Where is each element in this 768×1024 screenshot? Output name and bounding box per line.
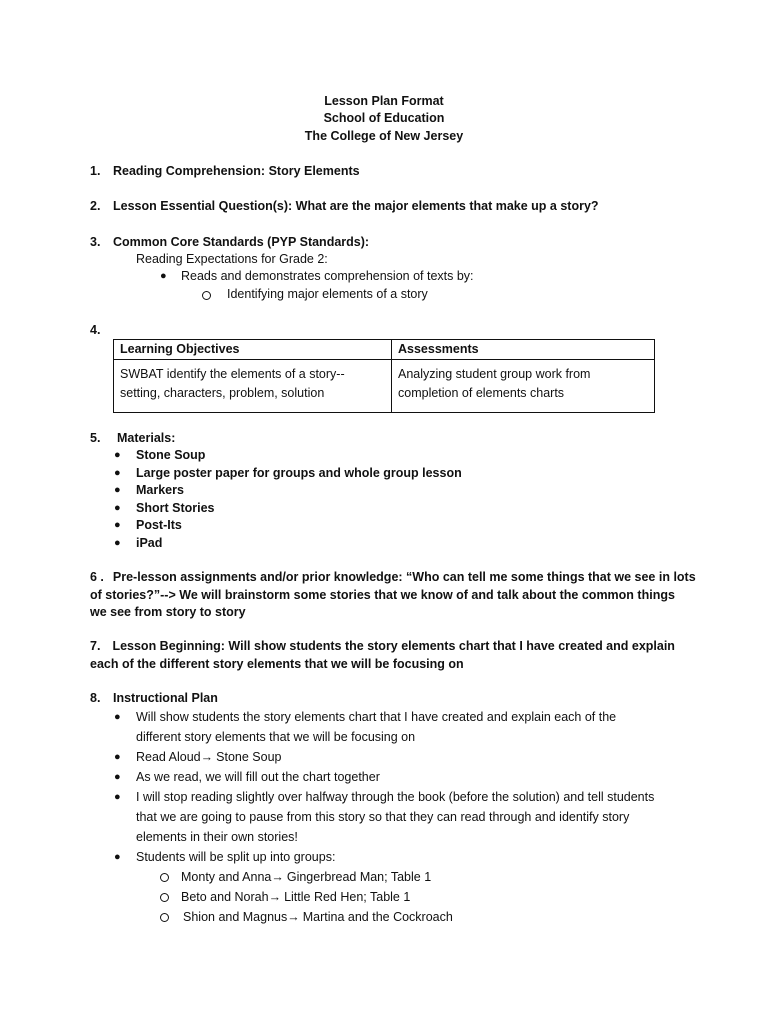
list-item: ● iPad bbox=[114, 535, 462, 553]
list-item: ● As we read, we will fill out the chart together bbox=[114, 767, 654, 787]
section-3-subbullet: Identifying major elements of a story bbox=[227, 287, 428, 301]
section-4-number: 4. bbox=[90, 323, 101, 337]
table-header-row bbox=[114, 340, 655, 360]
circle-bullet-icon bbox=[160, 873, 169, 882]
group-item: Shion and Magnus→ Martina and the Cockroach bbox=[160, 907, 654, 927]
list-item: ● Students will be split up into groups: bbox=[114, 847, 654, 867]
bullet-icon: ● bbox=[114, 711, 121, 723]
section-8-title: Instructional Plan bbox=[113, 691, 218, 705]
table-row bbox=[114, 359, 655, 412]
section-5-title: Materials: bbox=[117, 431, 176, 445]
bullet-icon: ● bbox=[114, 851, 121, 863]
objective-line-1: SWBAT identify the elements of a story-- bbox=[120, 366, 345, 381]
bullet-icon: ● bbox=[114, 449, 121, 461]
title-line-3: The College of New Jersey bbox=[304, 129, 464, 143]
list-item: ● Short Stories bbox=[114, 500, 462, 518]
circle-bullet-icon bbox=[160, 893, 169, 902]
section-5-number: 5. bbox=[90, 431, 101, 445]
bullet-icon: ● bbox=[114, 501, 121, 514]
assessments-cell bbox=[392, 359, 655, 412]
materials-list bbox=[114, 447, 462, 552]
section-3 bbox=[90, 234, 369, 252]
title-line-2: School of Education bbox=[323, 111, 445, 125]
section-1 bbox=[90, 163, 360, 181]
section-3-subheading: Reading Expectations for Grade 2: bbox=[136, 252, 328, 266]
circle-bullet-icon bbox=[160, 913, 169, 922]
section-7 bbox=[90, 638, 675, 673]
list-item: ● Will show students the story elements chart that I have created and explain each of the different story elements that we will be focusing on bbox=[114, 707, 654, 747]
group-item: Monty and Anna→ Gingerbread Man; Table 1 bbox=[160, 867, 654, 887]
section-6-number: 6 . bbox=[90, 570, 104, 584]
section-1-number: 1. bbox=[90, 164, 101, 178]
section-6-line-3: we see from story to story bbox=[90, 605, 246, 619]
section-5 bbox=[90, 430, 175, 448]
section-7-number: 7. bbox=[90, 639, 101, 653]
bullet-icon: ● bbox=[114, 791, 121, 803]
header-assessments: Assessments bbox=[392, 340, 655, 360]
bullet-icon: ● bbox=[114, 771, 121, 783]
objective-line-2: setting, characters, problem, solution bbox=[120, 386, 325, 400]
bullet-icon: ● bbox=[114, 536, 121, 549]
instructional-plan-list bbox=[114, 707, 654, 927]
bullet-icon: ● bbox=[114, 484, 121, 496]
bullet-icon: ● bbox=[114, 519, 121, 531]
header-learning-objectives: Learning Objectives bbox=[114, 340, 392, 360]
bullet-icon: ● bbox=[114, 751, 121, 763]
list-item: ● Post-Its bbox=[114, 517, 462, 535]
group-item: Beto and Norah→ Little Red Hen; Table 1 bbox=[160, 887, 654, 907]
section-2-number: 2. bbox=[90, 199, 101, 213]
section-7-line-1: Lesson Beginning: Will show students the story elements chart that I have created and explain bbox=[112, 639, 675, 653]
title-line-1: Lesson Plan Format bbox=[324, 94, 444, 108]
arrow-right-icon: → bbox=[271, 870, 284, 884]
section-1-text: Reading Comprehension: Story Elements bbox=[113, 164, 360, 178]
objectives-table bbox=[113, 339, 655, 413]
section-2-text: Lesson Essential Question(s): What are the major elements that make up a story? bbox=[113, 199, 599, 213]
section-3-title: Common Core Standards (PYP Standards): bbox=[113, 235, 370, 249]
list-item: ● Stone Soup bbox=[114, 447, 462, 465]
section-7-line-2: each of the different story elements that we will be focusing on bbox=[90, 656, 464, 671]
objectives-cell bbox=[114, 359, 392, 412]
circle-bullet-icon bbox=[202, 291, 211, 300]
section-6 bbox=[90, 569, 696, 622]
section-6-line-2: of stories?”--> We will brainstorm some stories that we know of and talk about the common things bbox=[90, 587, 675, 602]
assessment-line-2: completion of elements charts bbox=[398, 386, 565, 400]
list-item: ● Large poster paper for groups and whole group lesson bbox=[114, 465, 462, 483]
list-item: ● Markers bbox=[114, 482, 462, 500]
bullet-icon: ● bbox=[160, 270, 167, 282]
section-2 bbox=[90, 198, 599, 216]
section-3-bullet: Reads and demonstrates comprehension of texts by: bbox=[181, 269, 474, 283]
arrow-right-icon: → bbox=[200, 750, 214, 764]
section-8 bbox=[90, 690, 218, 708]
section-8-number: 8. bbox=[90, 691, 101, 705]
arrow-right-icon: → bbox=[268, 890, 282, 904]
assessment-line-1: Analyzing student group work from bbox=[398, 366, 591, 381]
arrow-right-icon: → bbox=[287, 910, 300, 924]
section-6-line-1: Pre-lesson assignments and/or prior knowledge: “Who can tell me some things that we see in lots bbox=[112, 570, 696, 584]
section-3-number: 3. bbox=[90, 235, 101, 249]
list-item: ● Read Aloud→ Stone Soup bbox=[114, 747, 654, 767]
list-item: ● I will stop reading slightly over halfway through the book (before the solution) and tell students that we are going to pause from this story so that they can read through and identify story elements in their own stories! bbox=[114, 787, 654, 847]
bullet-icon: ● bbox=[114, 466, 121, 479]
